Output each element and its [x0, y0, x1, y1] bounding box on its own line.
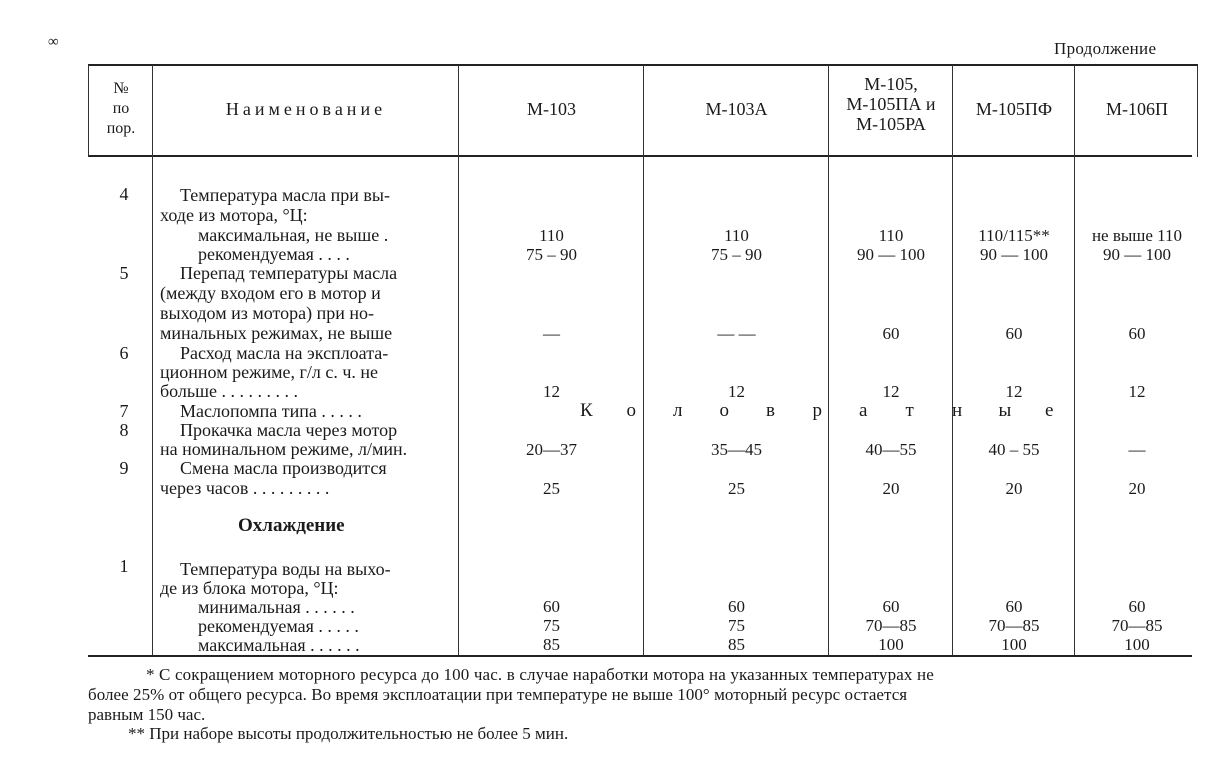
value-cell: 12	[728, 382, 745, 401]
row-label: ционном режиме, г/л с. ч. не	[160, 362, 379, 382]
column-divider	[643, 65, 644, 655]
row-label: минальных режимах, не выше	[160, 323, 393, 343]
value-cell: 100	[1001, 635, 1027, 654]
header-number-column: № по пор.	[106, 80, 136, 137]
continued-label: Продолжение	[1054, 39, 1157, 58]
value-cell: 12	[543, 382, 560, 401]
value-cell: —	[1128, 440, 1146, 459]
row-label: больше . . . . . . . . .	[160, 381, 298, 401]
value-cell: 60	[543, 597, 560, 616]
header-model-m103: М-103	[527, 99, 576, 119]
row-number: 5	[119, 263, 129, 283]
row-label: (между входом его в мотор и	[160, 283, 381, 303]
footnote-line: равным 150 час.	[88, 705, 206, 724]
row-label: Маслопомпа типа . . . . .	[180, 401, 362, 421]
row-label: через часов . . . . . . . . .	[160, 478, 330, 498]
row-label: Прокачка масла через мотор	[180, 420, 398, 440]
value-cell: не выше 110	[1091, 226, 1183, 245]
row-sublabel: максимальная, не выше .	[198, 225, 389, 245]
row-label: де из блока мотора, °Ц:	[160, 578, 339, 598]
value-cell: 60	[728, 597, 745, 616]
column-divider	[1074, 65, 1075, 655]
value-cell: 75 – 90	[526, 245, 577, 264]
header-name-column: Наименование	[225, 99, 387, 119]
row-label: Расход масла на эксплоата-	[180, 343, 389, 363]
header-model-m106p: М-106П	[1106, 99, 1168, 119]
row-number: 6	[119, 343, 129, 363]
value-cell: 12	[882, 382, 900, 401]
row-number: 1	[119, 556, 129, 576]
row-number: 8	[119, 420, 129, 440]
value-cell: 70—85	[1111, 616, 1163, 635]
value-cell: 70—85	[865, 616, 917, 635]
value-cell: 60	[1128, 597, 1146, 616]
value-cell: 12	[1005, 382, 1023, 401]
value-cell: 85	[543, 635, 560, 654]
value-cell: 40—55	[865, 440, 917, 459]
column-divider	[828, 65, 829, 655]
column-divider	[458, 65, 459, 655]
value-cell: 40 – 55	[988, 440, 1040, 459]
value-cell: 85	[728, 635, 745, 654]
row-sublabel: рекомендуемая . . . .	[198, 244, 350, 264]
row-sublabel: минимальная . . . . . .	[198, 597, 355, 617]
value-cell: 90 — 100	[980, 245, 1048, 264]
row-sublabel: рекомендуемая . . . . .	[198, 616, 359, 636]
value-cell: 75 – 90	[711, 245, 762, 264]
value-cell: 60	[1005, 324, 1023, 343]
value-cell: 20	[882, 479, 900, 498]
value-cell: 20—37	[526, 440, 577, 459]
value-cell: 110	[724, 226, 749, 245]
value-cell: 60	[882, 597, 900, 616]
row-label: ходе из мотора, °Ц:	[160, 205, 308, 225]
value-cell: 20	[1128, 479, 1146, 498]
value-cell: 110/115**	[978, 226, 1050, 245]
value-cell: 25	[728, 479, 745, 498]
value-cell: 100	[878, 635, 904, 654]
table-bottom-rule	[88, 655, 1192, 657]
footnote-line: более 25% от общего ресурса. Во время эксплоатации при температуре не выше 100° моторный ресурс остается	[88, 685, 908, 704]
row-number: 7	[119, 401, 129, 421]
footnote-line: * С сокращением моторного ресурса до 100 час. в случае наработки мотора на указанных температурах не	[146, 665, 934, 684]
row-label: Смена масла производится	[180, 458, 387, 478]
row-label: Перепад температуры масла	[180, 263, 398, 283]
value-cell: —	[543, 324, 560, 343]
header-model-m105pf: М-105ПФ	[975, 99, 1053, 119]
row-number: 9	[119, 458, 129, 478]
value-cell: 35—45	[711, 440, 762, 459]
header-bottom-rule	[88, 155, 1192, 157]
column-divider	[952, 65, 953, 655]
header-model-m105: М-105, М-105ПА и М-105РА	[846, 74, 936, 134]
value-cell: 110	[878, 226, 904, 245]
row-sublabel: максимальная . . . . . .	[198, 635, 360, 655]
value-cell: 75	[543, 616, 560, 635]
value-cell: 110	[539, 226, 564, 245]
value-cell: 70—85	[988, 616, 1040, 635]
value-cell: 25	[543, 479, 560, 498]
column-divider	[88, 65, 89, 157]
pump-type-spaced-value: К о л о в р а т н ы е	[580, 400, 1054, 421]
row-number: 4	[119, 184, 129, 204]
value-cell: 60	[882, 324, 900, 343]
value-cell: 90 — 100	[1103, 245, 1171, 264]
header-model-m103a: М-103А	[705, 99, 768, 119]
page-number: ∞	[48, 34, 59, 50]
value-cell: 75	[728, 616, 745, 635]
row-label: на номинальном режиме, л/мин.	[160, 439, 408, 459]
value-cell: 60	[1128, 324, 1146, 343]
value-cell: 100	[1124, 635, 1150, 654]
section-title-cooling: Охлаждение	[238, 515, 345, 536]
column-divider	[152, 65, 153, 655]
row-label: Температура масла при вы-	[180, 185, 391, 205]
value-cell: 60	[1005, 597, 1023, 616]
value-cell: 20	[1005, 479, 1023, 498]
value-cell: — —	[717, 324, 756, 343]
value-cell: 12	[1128, 382, 1146, 401]
row-label: выходом из мотора) при но-	[160, 303, 374, 323]
value-cell: 90 — 100	[857, 245, 925, 264]
row-label: Температура воды на выхо-	[180, 559, 391, 579]
footnote-line: ** При наборе высоты продолжительностью не более 5 мин.	[128, 724, 569, 743]
